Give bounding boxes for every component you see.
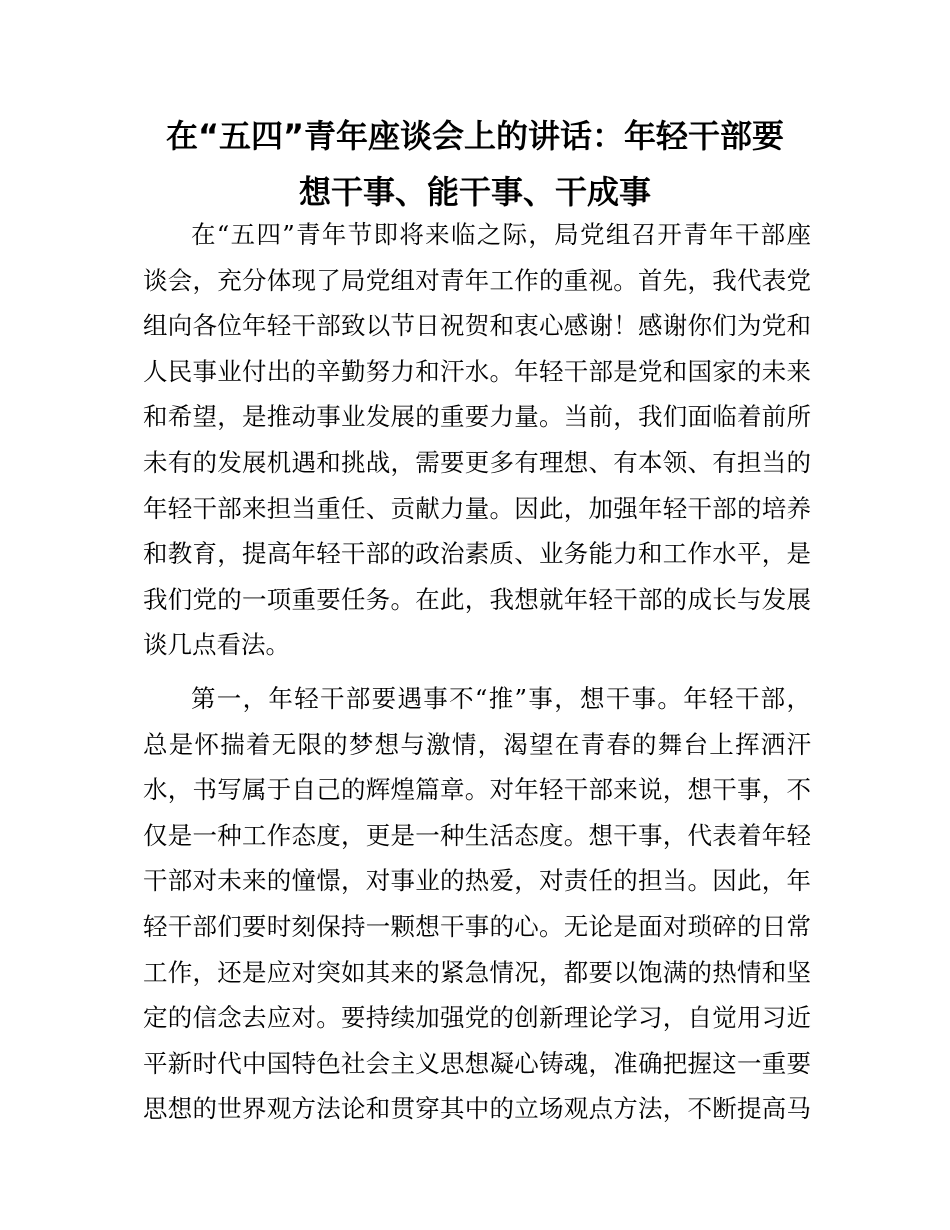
text-line: 未有的发展机遇和挑战，需要更多有理想、有本领、有担当的: [143, 447, 811, 477]
text-line: 仅是一种工作态度，更是一种生活态度。想干事，代表着年轻: [143, 820, 811, 850]
text-line: 轻干部们要时刻保持一颗想干事的心。无论是面对琐碎的日常: [143, 911, 811, 941]
text-line: 定的信念去应对。要持续加强党的创新理论学习，自觉用习近: [143, 1003, 811, 1033]
text-line: 和教育，提高年轻干部的政治素质、业务能力和工作水平，是: [143, 539, 811, 569]
title-line: 在“五四”青年座谈会上的讲话：年轻干部要: [165, 117, 785, 155]
paragraph-spacer: [143, 668, 811, 676]
title-line: 想干事、能干事、干成事: [298, 173, 651, 211]
text-line: 我们党的一项重要任务。在此，我想就年轻干部的成长与发展: [143, 584, 811, 614]
text-line: 平新时代中国特色社会主义思想凝心铸魂，准确把握这一重要: [143, 1048, 811, 1078]
text-line: 工作，还是应对突如其来的紧急情况，都要以饱满的热情和坚: [143, 957, 811, 987]
text-line: 谈几点看法。: [143, 630, 290, 660]
document-title: [140, 108, 810, 220]
paragraph-first-point: [143, 676, 811, 1132]
document-body: [143, 212, 811, 1132]
text-line: 水，书写属于自己的辉煌篇章。对年轻干部来说，想干事，不: [143, 775, 811, 805]
text-line: 思想的世界观方法论和贯穿其中的立场观点方法，不断提高马: [143, 1094, 811, 1124]
text-line: 第一，年轻干部要遇事不“推”事，想干事。年轻干部，: [191, 683, 811, 713]
text-line: 和希望，是推动事业发展的重要力量。当前，我们面临着前所: [143, 402, 811, 432]
text-line: 组向各位年轻干部致以节日祝贺和衷心感谢！感谢你们为党和: [143, 311, 811, 341]
text-line: 人民事业付出的辛勤努力和汗水。年轻干部是党和国家的未来: [143, 356, 811, 386]
text-line: 干部对未来的憧憬，对事业的热爱，对责任的担当。因此，年: [143, 866, 811, 896]
text-line: 在“五四”青年节即将来临之际，局党组召开青年干部座: [191, 220, 811, 249]
text-line: 总是怀揣着无限的梦想与激情，渴望在青春的舞台上挥洒汗: [143, 729, 811, 759]
paragraph-intro: [143, 212, 811, 668]
text-line: 谈会，充分体现了局党组对青年工作的重视。首先，我代表党: [143, 265, 811, 295]
text-line: 年轻干部来担当重任、贡献力量。因此，加强年轻干部的培养: [143, 493, 811, 523]
